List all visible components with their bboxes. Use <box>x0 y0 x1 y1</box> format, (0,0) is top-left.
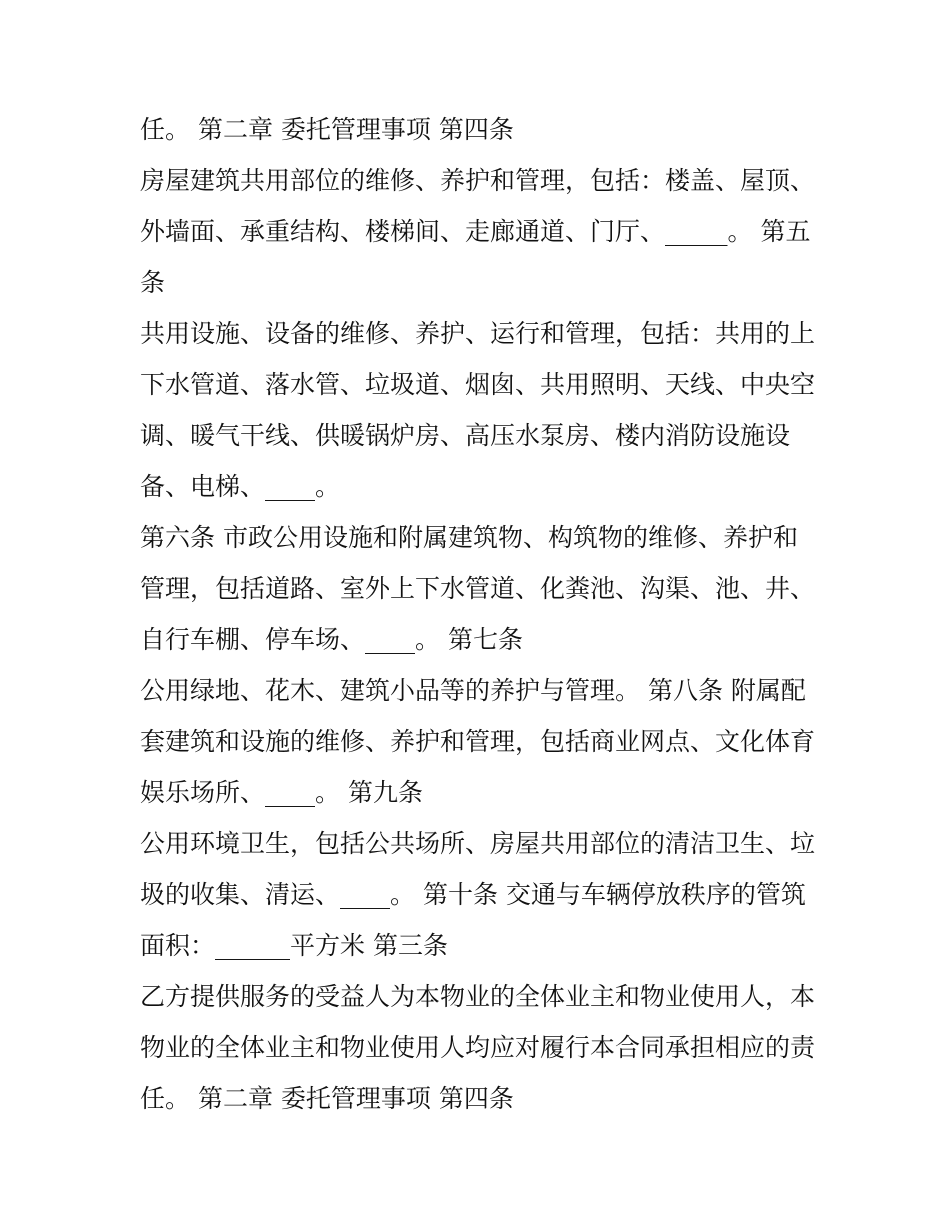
text-line: 房屋建筑共用部位的维修、养护和管理，包括：楼盖、屋顶、 <box>140 166 816 195</box>
text-line: 共用设施、设备的维修、养护、运行和管理，包括：共用的上 <box>140 319 816 348</box>
text-line: 调、暖气干线、供暖锅炉房、高压水泵房、楼内消防设施设 <box>140 421 791 450</box>
text-line: 任。 第二章 委托管理事项 第四条 <box>140 115 514 144</box>
text-line: 圾的收集、清运、____。 第十条 交通与车辆停放秩序的管筑 <box>140 880 806 909</box>
text-line: 管理，包括道路、室外上下水管道、化粪池、沟渠、池、井、 <box>140 574 816 603</box>
text-line: 外墙面、承重结构、楼梯间、走廊通道、门厅、_____。 第五 <box>140 217 811 246</box>
text-line: 条 <box>140 268 166 297</box>
text-line: 物业的全体业主和物业使用人均应对履行本合同承担相应的责 <box>140 1033 816 1062</box>
text-line: 公用绿地、花木、建筑小品等的养护与管理。 第八条 附属配 <box>140 676 806 705</box>
text-line: 备、电梯、____。 <box>140 472 341 501</box>
text-line: 自行车棚、停车场、____。 第七条 <box>140 625 523 654</box>
text-line: 乙方提供服务的受益人为本物业的全体业主和物业使用人，本 <box>140 982 816 1011</box>
text-line: 公用环境卫生，包括公共场所、房屋共用部位的清洁卫生、垃 <box>140 829 816 858</box>
text-line: 套建筑和设施的维修、养护和管理，包括商业网点、文化体育 <box>140 727 816 756</box>
text-line: 下水管道、落水管、垃圾道、烟囱、共用照明、天线、中央空 <box>140 370 816 399</box>
document-body <box>140 104 820 1124</box>
text-line: 第六条 市政公用设施和附属建筑物、构筑物的维修、养护和 <box>140 523 798 552</box>
text-line: 任。 第二章 委托管理事项 第四条 <box>140 1084 514 1113</box>
text-line: 面积：______平方米 第三条 <box>140 931 448 960</box>
text-line: 娱乐场所、____。 第九条 <box>140 778 423 807</box>
